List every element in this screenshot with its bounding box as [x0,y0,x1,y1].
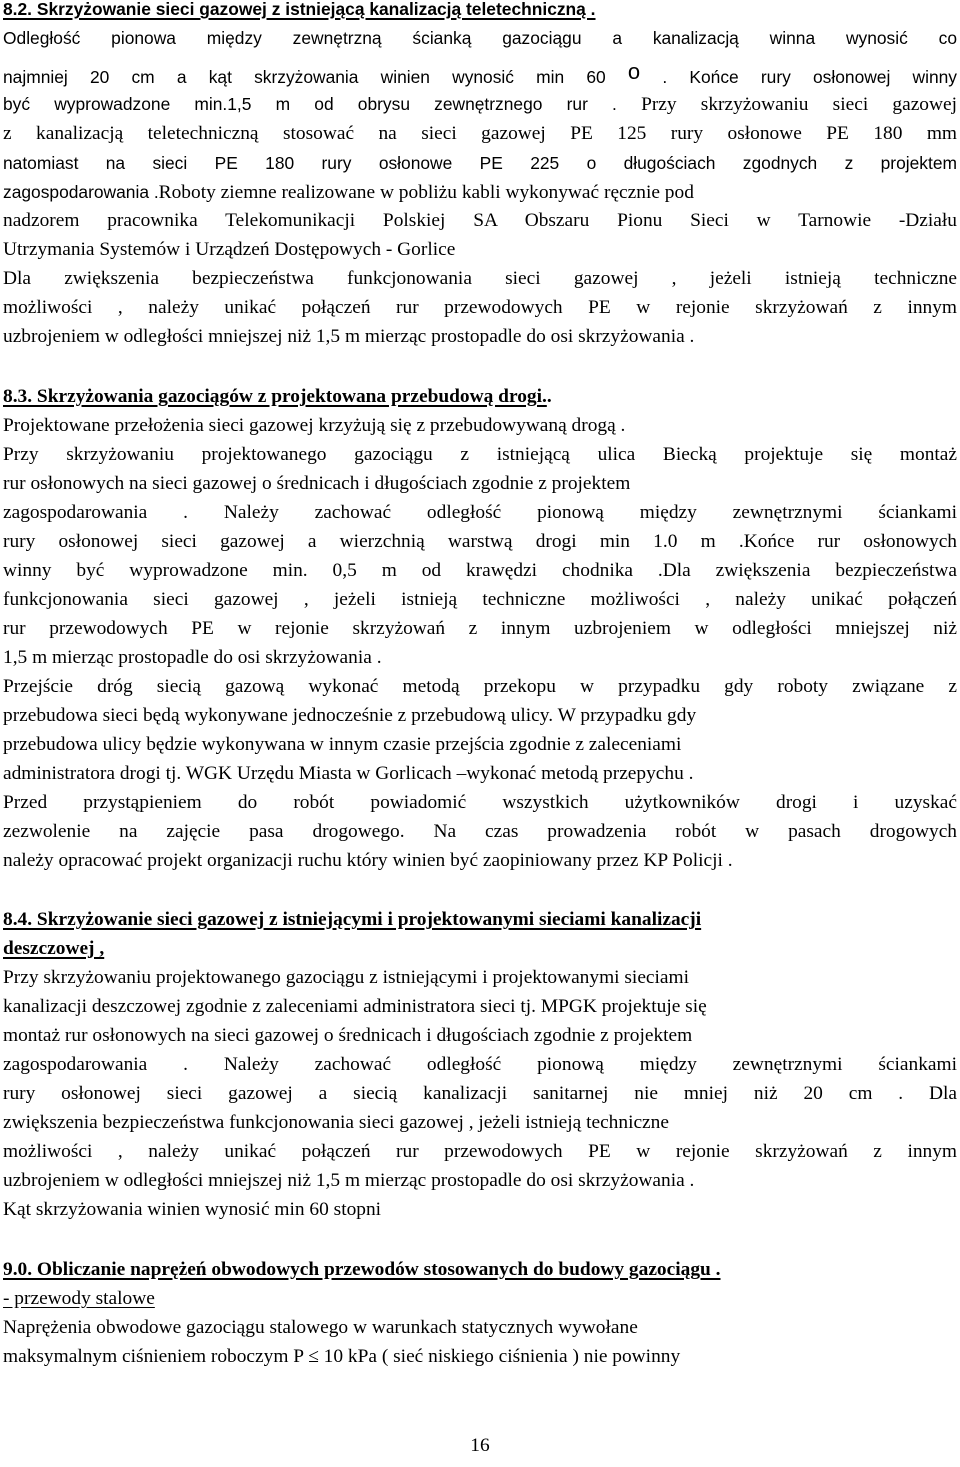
paragraph-line: Dla zwiększenia bezpieczeństwa funkcjonowania sieci gazowej , jeżeli istnieją techniczne [3,268,957,289]
paragraph-line: być wyprowadzone min.1,5 m od obrysu zewnętrznego rur . Przy skrzyżowaniu sieci gazowej [3,94,957,115]
paragraph-line: należy opracować projekt organizacji ruchu który winien być zaopiniowany przez KP Policji . [3,850,733,871]
degree-superscript: o [627,59,641,84]
page-number: 16 [470,1435,490,1456]
paragraph-line: winny być wyprowadzone min. 0,5 m od krawędzi chodnika .Dla zwiększenia bezpieczeństwa [3,560,957,581]
paragraph-line: Utrzymania Systemów i Urządzeń Dostępowych - Gorlice [3,239,456,260]
heading-9-0: 9.0. Obliczanie naprężeń obwodowych przewodów stosowanych do budowy gazociągu . [3,1259,721,1280]
paragraph-line: Projektowane przełożenia sieci gazowej krzyżują się z przebudowywaną drogą . [3,415,626,436]
paragraph-line: maksymalnym ciśnieniem roboczym P ≤ 10 kPa ( sieć niskiego ciśnienia ) nie powinny [3,1346,681,1367]
heading-8-4: 8.4. Skrzyżowanie sieci gazowej z istniejącymi i projektowanymi sieciami kanalizacji [3,909,702,930]
paragraph-line: Kąt skrzyżowania winien wynosić min 60 stopni [3,1199,382,1220]
paragraph-line: najmniej 20 cm a kąt skrzyżowania winien wynosić min 60 o . Końce rury osłonowej winny [3,59,957,87]
paragraph-line: zagospodarowania . Należy zachować odległość pionową między zewnętrznymi ściankami [3,1054,957,1075]
paragraph-line: Przejście dróg siecią gazową wykonać metodą przekopu w przypadku gdy roboty związane z [3,676,957,697]
paragraph-line: 1,5 m mierząc prostopadle do osi skrzyżowania . [3,647,382,668]
heading-8-4-cont: deszczowej , [3,938,105,959]
paragraph-line: przebudowa ulicy będzie wykonywana w innym czasie przejścia zgodnie z zaleceniami [3,734,682,755]
paragraph-line: uzbrojeniem w odległości mniejszej niż 1,5 m mierząc prostopadle do osi skrzyżowania . [3,326,695,347]
paragraph-line: zwiększenia bezpieczeństwa funkcjonowania sieci gazowej , jeżeli istnieją techniczne [3,1112,669,1133]
paragraph-line: nadzorem pracownika Telekomunikacji Polskiej SA Obszaru Pionu Sieci w Tarnowie -Działu [3,210,957,231]
paragraph-line: Przed przystąpieniem do robót powiadomić wszystkich użytkowników drogi i uzyskać [3,792,957,813]
paragraph-line: rur przewodowych PE w rejonie skrzyżowań z innym uzbrojeniem w odległości mniejszej niż [3,618,957,639]
paragraph-line: Naprężenia obwodowe gazociągu stalowego w warunkach statycznych wywołane [3,1317,638,1338]
paragraph-line: z kanalizacją teletechniczną stosować na sieci gazowej PE 125 rury osłonowe PE 180 mm [3,123,957,144]
paragraph-line: funkcjonowania sieci gazowej , jeżeli istnieją techniczne możliwości , należy unikać połączeń [3,589,957,610]
paragraph-line: Odległość pionowa między zewnętrzną ścianką gazociągu a kanalizacją winna wynosić co [3,28,957,48]
paragraph-line: zagospodarowania .Roboty ziemne realizowane w pobliżu kabli wykonywać ręcznie pod [3,182,694,203]
paragraph-line: możliwości , należy unikać połączeń rur przewodowych PE w rejonie skrzyżowań z innym [3,1141,957,1162]
paragraph-line: natomiast na sieci PE 180 rury osłonowe PE 225 o długościach zgodnych z projektem [3,153,957,173]
paragraph-line: rur osłonowych na sieci gazowej o średnicach i długościach zgodnie z projektem [3,473,631,494]
paragraph-line: administratora drogi tj. WGK Urzędu Miasta w Gorlicach –wykonać metodą przepychu . [3,763,694,784]
heading-8-2: 8.2. Skrzyżowanie sieci gazowej z istniejącą kanalizacją teletechniczną . [3,0,596,19]
paragraph-line: rury osłonowej sieci gazowej a siecią kanalizacji sanitarnej nie mniej niż 20 cm . Dla [3,1083,957,1104]
paragraph-line: przebudowa sieci będą wykonywane jednocześnie z przebudową ulicy. W przypadku gdy [3,705,697,726]
paragraph-line: możliwości , należy unikać połączeń rur przewodowych PE w rejonie skrzyżowań z innym [3,297,957,318]
paragraph-line: rury osłonowej sieci gazowej a wierzchnią warstwą drogi min 1.0 m .Końce rur osłonowych [3,531,957,552]
paragraph-line: zagospodarowania . Należy zachować odległość pionową między zewnętrznymi ściankami [3,502,957,523]
paragraph-line: kanalizacji deszczowej zgodnie z zaleceniami administratora sieci tj. MPGK projektuje się [3,996,707,1017]
subheading: - przewody stalowe [3,1288,155,1309]
paragraph-line: zezwolenie na zajęcie pasa drogowego. Na czas prowadzenia robót w pasach drogowych [3,821,957,842]
heading-8-3: 8.3. Skrzyżowania gazociągów z projektowana przebudową drogi.. [3,386,552,407]
paragraph-line: montaż rur osłonowych na sieci gazowej o średnicach i długościach zgodnie z projektem [3,1025,693,1046]
paragraph-line: Przy skrzyżowaniu projektowanego gazociągu z istniejącymi i projektowanymi sieciami [3,967,690,988]
paragraph-line: uzbrojeniem w odległości mniejszej niż 1,5 m mierząc prostopadle do osi skrzyżowania . [3,1170,695,1191]
paragraph-line: Przy skrzyżowaniu projektowanego gazociągu z istniejącą ulica Biecką projektuje się montaż [3,444,957,465]
